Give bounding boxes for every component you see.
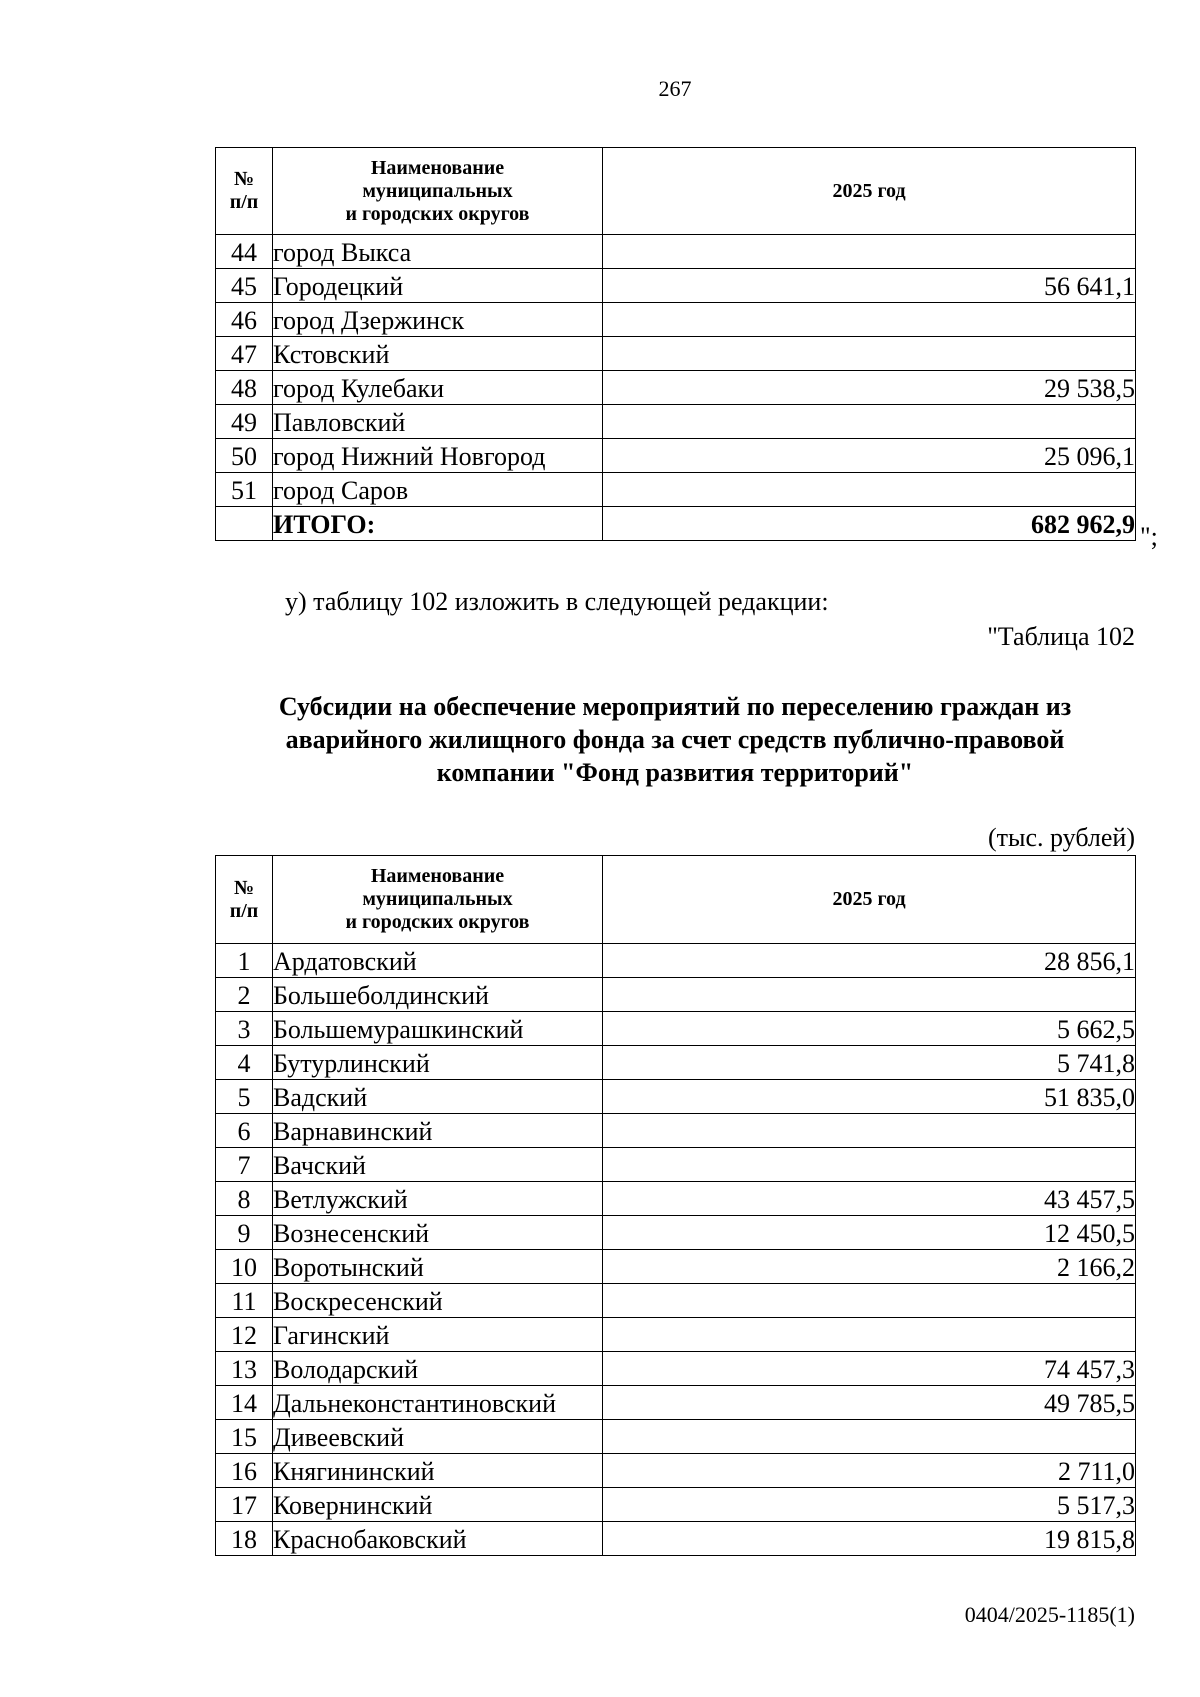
table-row [216, 978, 1136, 1012]
header-name-line: и городских округов [345, 202, 530, 225]
row-number: 1 [216, 944, 273, 978]
header-name-line: и городских округов [345, 911, 530, 933]
title-line: компании "Фонд развития территорий" [436, 758, 914, 787]
municipality-name: Дивеевский [273, 1420, 603, 1454]
subsidy-amount [603, 337, 1136, 371]
row-number: 45 [216, 269, 273, 303]
row-number: 46 [216, 303, 273, 337]
subsidy-amount: 2 166,2 [603, 1250, 1136, 1284]
header-num-line: п/п [229, 899, 259, 922]
row-number: 15 [216, 1420, 273, 1454]
municipality-name: Княгининский [273, 1454, 603, 1488]
subsidy-amount: 5 662,5 [603, 1012, 1136, 1046]
row-number: 50 [216, 439, 273, 473]
row-number: 10 [216, 1250, 273, 1284]
municipality-name: город Кулебаки [273, 371, 603, 405]
municipality-name: Городецкий [273, 269, 603, 303]
row-number: 7 [216, 1148, 273, 1182]
table-row [216, 303, 1136, 337]
table-row [216, 1522, 1136, 1556]
table-row [216, 371, 1136, 405]
row-number: 5 [216, 1080, 273, 1114]
subsidy-amount [603, 235, 1136, 269]
table-row [216, 1250, 1136, 1284]
total-label: ИТОГО: [273, 507, 603, 541]
subsidy-amount: 12 450,5 [603, 1216, 1136, 1250]
header-name [273, 148, 603, 235]
table-row [216, 337, 1136, 371]
subsidy-amount [603, 1318, 1136, 1352]
row-number: 18 [216, 1522, 273, 1556]
table-row [216, 1148, 1136, 1182]
table-row [216, 1114, 1136, 1148]
row-number: 12 [216, 1318, 273, 1352]
row-number: 51 [216, 473, 273, 507]
municipality-name: Володарский [273, 1352, 603, 1386]
row-number: 6 [216, 1114, 273, 1148]
subsidy-amount [603, 1114, 1136, 1148]
subsidy-amount: 74 457,3 [603, 1352, 1136, 1386]
table-row [216, 235, 1136, 269]
table-row [216, 1454, 1136, 1488]
header-year: 2025 год [603, 148, 1136, 235]
municipality-name: Ковернинский [273, 1488, 603, 1522]
units-label: (тыс. рублей) [987, 823, 1135, 852]
municipality-name: Большемурашкинский [273, 1012, 603, 1046]
document-code: 0404/2025-1185(1) [964, 1602, 1135, 1627]
title-line: Субсидии на обеспечение мероприятий по переселению граждан из [278, 692, 1072, 721]
municipality-name: город Дзержинск [273, 303, 603, 337]
header-year: 2025 год [603, 856, 1136, 944]
subsidy-amount: 19 815,8 [603, 1522, 1136, 1556]
table-row [216, 1284, 1136, 1318]
subsidy-amount: 5 741,8 [603, 1046, 1136, 1080]
municipality-name: Кстовский [273, 337, 603, 371]
municipality-name: Бутурлинский [273, 1046, 603, 1080]
subsidy-amount: 29 538,5 [603, 371, 1136, 405]
municipality-name: Вознесенский [273, 1216, 603, 1250]
table-row [216, 1046, 1136, 1080]
row-number: 14 [216, 1386, 273, 1420]
municipality-name: город Саров [273, 473, 603, 507]
row-number: 11 [216, 1284, 273, 1318]
subsidy-amount: 2 711,0 [603, 1454, 1136, 1488]
header-name-line: Наименование [370, 865, 505, 887]
municipality-name: Краснобаковский [273, 1522, 603, 1556]
table-title [215, 690, 1135, 789]
row-number: 17 [216, 1488, 273, 1522]
municipality-name: Воскресенский [273, 1284, 603, 1318]
municipality-name: Воротынский [273, 1250, 603, 1284]
subsidy-amount [603, 303, 1136, 337]
table-row [216, 405, 1136, 439]
table-header-row [216, 856, 1136, 944]
municipality-name: Вачский [273, 1148, 603, 1182]
subsidy-amount [603, 1284, 1136, 1318]
table-row [216, 1080, 1136, 1114]
header-name [273, 856, 603, 944]
header-name-line: Наименование [370, 156, 505, 179]
subsidy-amount: 5 517,3 [603, 1488, 1136, 1522]
table-row [216, 1352, 1136, 1386]
subsidy-amount: 49 785,5 [603, 1386, 1136, 1420]
table-row [216, 473, 1136, 507]
table-row [216, 439, 1136, 473]
table-row [216, 1216, 1136, 1250]
row-number: 3 [216, 1012, 273, 1046]
total-empty-cell [216, 507, 273, 541]
municipality-name: город Выкса [273, 235, 603, 269]
header-name-line: муниципальных [362, 179, 513, 202]
table-row [216, 1012, 1136, 1046]
row-number: 49 [216, 405, 273, 439]
municipality-name: Большеболдинский [273, 978, 603, 1012]
header-name-line: муниципальных [362, 888, 513, 910]
municipality-name: город Нижний Новгород [273, 439, 603, 473]
row-number: 2 [216, 978, 273, 1012]
municipality-name: Павловский [273, 405, 603, 439]
subsidy-amount: 25 096,1 [603, 439, 1136, 473]
table-row [216, 1420, 1136, 1454]
subsidy-amount [603, 978, 1136, 1012]
subsidy-table-102 [215, 855, 1136, 1556]
row-number: 4 [216, 1046, 273, 1080]
municipality-name: Вадский [273, 1080, 603, 1114]
table-row [216, 1182, 1136, 1216]
municipality-name: Ветлужский [273, 1182, 603, 1216]
closing-quote-mark: "; [1140, 522, 1158, 551]
header-num [216, 856, 273, 944]
header-num-line: п/п [229, 191, 259, 213]
row-number: 48 [216, 371, 273, 405]
table-row [216, 1386, 1136, 1420]
subsidy-amount [603, 473, 1136, 507]
title-line: аварийного жилищного фонда за счет средств публично-правовой [285, 725, 1065, 754]
row-number: 13 [216, 1352, 273, 1386]
subsidy-amount: 43 457,5 [603, 1182, 1136, 1216]
row-number: 9 [216, 1216, 273, 1250]
table-label: "Таблица 102 [987, 622, 1135, 651]
table-row [216, 944, 1136, 978]
page-number: 267 [658, 76, 692, 101]
municipality-name: Гагинский [273, 1318, 603, 1352]
table-row [216, 1318, 1136, 1352]
row-number: 16 [216, 1454, 273, 1488]
header-num [216, 148, 273, 235]
header-num-line: № [233, 876, 255, 899]
amendment-instruction: у) таблицу 102 изложить в следующей редакции: [285, 587, 829, 616]
subsidy-amount [603, 405, 1136, 439]
table-row [216, 269, 1136, 303]
subsidy-amount: 28 856,1 [603, 944, 1136, 978]
total-amount: 682 962,9 [603, 507, 1136, 541]
table-header-row [216, 148, 1136, 235]
subsidy-amount: 56 641,1 [603, 269, 1136, 303]
municipality-name: Варнавинский [273, 1114, 603, 1148]
row-number: 44 [216, 235, 273, 269]
row-number: 8 [216, 1182, 273, 1216]
subsidy-amount [603, 1420, 1136, 1454]
table-row [216, 1488, 1136, 1522]
subsidy-amount: 51 835,0 [603, 1080, 1136, 1114]
row-number: 47 [216, 337, 273, 371]
header-num-line: № [233, 168, 255, 190]
municipality-name: Дальнеконстантиновский [273, 1386, 603, 1420]
subsidy-table-continued [215, 147, 1136, 541]
total-row [216, 507, 1136, 541]
subsidy-amount [603, 1148, 1136, 1182]
municipality-name: Ардатовский [273, 944, 603, 978]
